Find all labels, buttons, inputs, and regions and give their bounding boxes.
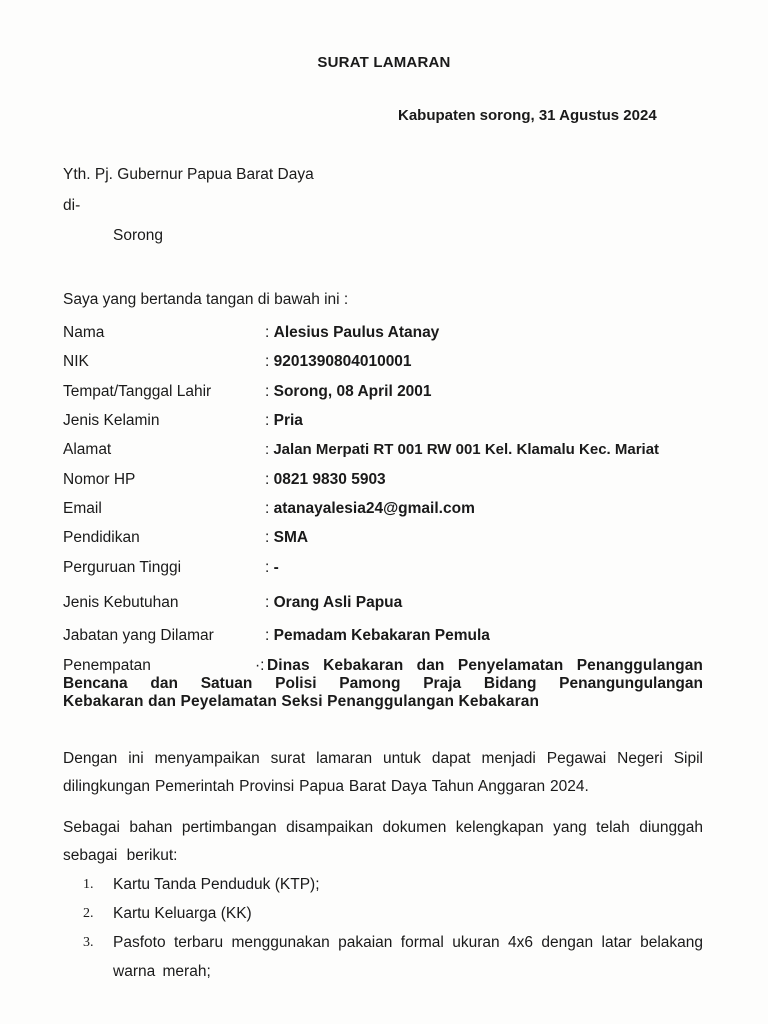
- placement-line-2: Bencana dan Satuan Polisi Pamong Praja Bidang Penangungulangan: [63, 675, 703, 692]
- field-label-nik: NIK: [63, 353, 89, 370]
- placement-line-3: Kebakaran dan Peyelamatan Seksi Penanggulangan Kebakaran: [63, 693, 540, 710]
- field-value-nomor-hp: : 0821 9830 5903: [265, 471, 386, 488]
- list-item: 1. Kartu Tanda Penduduk (KTP);: [83, 876, 320, 893]
- field-label-ttl: Tempat/Tanggal Lahir: [63, 383, 212, 400]
- field-label-pendidikan: Pendidikan: [63, 529, 140, 546]
- field-value-nik: : 9201390804010001: [265, 353, 412, 370]
- list-item: 3. Pasfoto terbaru menggunakan pakaian formal ukuran 4x6 dengan latar belakang warna merah;: [83, 934, 703, 980]
- field-label-jenis-kelamin: Jenis Kelamin: [63, 412, 160, 429]
- field-value-jabatan: : Pemadam Kebakaran Pemula: [265, 627, 490, 644]
- intro-text: Saya yang bertanda tangan di bawah ini :: [63, 291, 349, 308]
- placement-separator: ·:: [255, 657, 265, 674]
- field-label-nomor-hp: Nomor HP: [63, 471, 136, 488]
- paragraph-application: Dengan ini menyampaikan surat lamaran untuk dapat menjadi Pegawai Negeri Sipil dilingkungan Pemerintah Provinsi Papua Barat Daya Tahun Anggaran 2024.: [63, 750, 703, 795]
- documents-list: [80, 870, 703, 986]
- field-value-jenis-kebutuhan: : Orang Asli Papua: [265, 594, 403, 611]
- field-label-perguruan-tinggi: Perguruan Tinggi: [63, 559, 182, 576]
- placement-line-1: Dinas Kebakaran dan Penyelamatan Penanggulangan: [267, 657, 703, 674]
- recipient-line-2: di-: [63, 197, 81, 214]
- field-label-email: Email: [63, 500, 102, 517]
- field-label-jenis-kebutuhan: Jenis Kebutuhan: [63, 594, 179, 611]
- field-value-perguruan-tinggi: : -: [265, 559, 279, 576]
- recipient-line-3: Sorong: [113, 227, 163, 244]
- placement-label: Penempatan: [63, 657, 151, 674]
- letter-title: SURAT LAMARAN: [317, 54, 451, 71]
- field-value-nama: : Alesius Paulus Atanay: [265, 324, 440, 341]
- field-label-nama: Nama: [63, 324, 105, 341]
- list-item: 2. Kartu Keluarga (KK): [83, 905, 252, 922]
- placement-block: [63, 657, 703, 711]
- recipient-line-1: Yth. Pj. Gubernur Papua Barat Daya: [63, 166, 314, 183]
- field-label-alamat: Alamat: [63, 441, 112, 458]
- field-value-alamat: : Jalan Merpati RT 001 RW 001 Kel. Klamalu Kec. Mariat: [265, 441, 660, 458]
- field-value-email: : atanayalesia24@gmail.com: [265, 500, 475, 517]
- paragraph-documents-intro: Sebagai bahan pertimbangan disampaikan dokumen kelengkapan yang telah diunggah sebagai berikut:: [63, 819, 703, 864]
- field-value-ttl: : Sorong, 08 April 2001: [265, 383, 432, 400]
- letter-date: Kabupaten sorong, 31 Agustus 2024: [398, 107, 657, 124]
- field-value-jenis-kelamin: : Pria: [265, 412, 303, 429]
- field-label-jabatan: Jabatan yang Dilamar: [63, 627, 214, 644]
- field-value-pendidikan: : SMA: [265, 529, 309, 546]
